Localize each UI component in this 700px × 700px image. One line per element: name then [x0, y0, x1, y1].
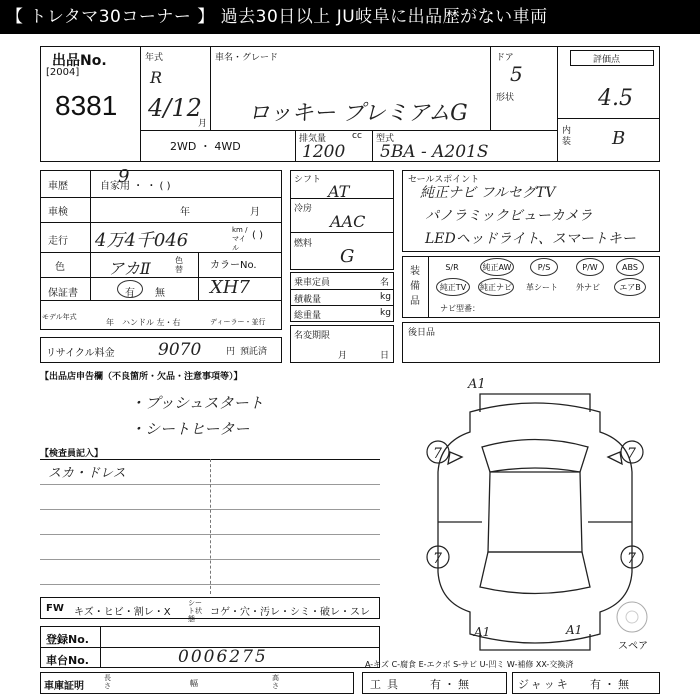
sales-point-line-1: 純正ナビ フルセグTV — [420, 185, 556, 201]
capacity-label: 乗車定員 — [294, 278, 331, 288]
declaration-note-2: ・シートヒーター — [130, 420, 250, 438]
after-item-box — [402, 322, 660, 363]
chassis-label: 車台No. — [46, 654, 89, 667]
tools-value: 有・無 — [430, 678, 472, 691]
shift-value: AT — [328, 182, 350, 201]
color-value: アカⅡ — [108, 259, 151, 278]
equip-genuine-aw: 純正AW — [480, 258, 514, 276]
inspector-label: 【検査員記入】 — [40, 449, 104, 459]
lot-year-tag: [2004] — [46, 67, 80, 78]
equip-ps: P/S — [530, 258, 558, 276]
mileage-paren: ( ) — [252, 230, 263, 241]
name-change-label: 名変期限 — [294, 331, 331, 341]
color-code-label: カラーNo. — [210, 260, 257, 271]
weight-unit: kg — [380, 308, 391, 318]
diagram-mark-br: A1 — [566, 623, 583, 637]
interior-label: 内装 — [562, 126, 572, 147]
drive-label: 2WD ・ 4WD — [170, 140, 241, 153]
recycle-value: 9070 — [158, 340, 202, 360]
fw-text: キズ・ヒビ・割レ・X — [74, 607, 171, 618]
year-era: R — [150, 68, 163, 87]
shape-label: 形状 — [496, 93, 515, 103]
diagram-mark-top: A1 — [468, 377, 486, 392]
warranty-yes: 有 — [125, 288, 135, 299]
load-label: 積載量 — [294, 295, 322, 305]
grade-value: 4.5 — [598, 86, 633, 111]
doors-label: ドア — [496, 53, 514, 63]
color-change-label: 色替 — [175, 256, 183, 274]
certificate-length: 長さ — [104, 674, 111, 690]
capacity-unit: 名 — [380, 278, 390, 288]
model-change-year: 年 — [106, 318, 114, 327]
warranty-yes-circle — [117, 280, 143, 298]
history-label: 車歴 — [48, 181, 68, 192]
shift-label: シフト — [294, 175, 322, 185]
diagram-mark-rl: 7 — [433, 551, 442, 567]
mileage-label: 走行 — [48, 236, 68, 247]
history-mark: 9 — [118, 166, 130, 187]
recycle-status: 預託済 — [240, 347, 268, 357]
ac-value: AAC — [330, 212, 366, 231]
damage-legend: A-キズ C-腐食 E-エクボ S-サビ U-凹ミ W-補修 XX-交換済 — [365, 660, 574, 669]
diagram-mark-fr: 7 — [627, 446, 636, 462]
weight-label: 総重量 — [294, 311, 322, 321]
certificate-width: 幅 — [190, 679, 198, 688]
grade-label: 評価点 — [593, 55, 621, 65]
history-options: 自家用 ・ ・ ( ) — [100, 181, 171, 192]
doors-value: 5 — [510, 62, 523, 86]
inspector-note: スカ・ドレス — [48, 466, 126, 481]
model-label: 型式 — [376, 134, 395, 144]
ac-label: 冷房 — [294, 204, 313, 214]
model-change-dealer: ディーラー・並行 — [210, 318, 266, 326]
fw-label: FW — [46, 603, 64, 614]
warranty-label: 保証書 — [48, 288, 78, 299]
mileage-value: 4万4千046 — [95, 230, 189, 251]
seat-text: コゲ・穴・汚レ・シミ・破レ・スレ — [210, 607, 370, 618]
warranty-no: 無 — [155, 288, 165, 299]
fuel-value: G — [340, 246, 355, 267]
diagram-mark-rr: 7 — [627, 551, 636, 567]
sales-points-label: セールスポイント — [408, 175, 480, 185]
year-value: 4/12 — [148, 94, 202, 122]
equip-abs: ABS — [616, 258, 644, 276]
interior-value: B — [612, 128, 626, 149]
color-label: 色 — [55, 262, 65, 273]
tools-label: 工具 — [370, 678, 404, 691]
spare-tire-icon — [615, 600, 649, 634]
fuel-label: 燃料 — [294, 239, 313, 249]
equip-pw: P/W — [576, 258, 604, 276]
load-unit: kg — [380, 292, 391, 302]
after-item-label: 後日品 — [408, 328, 436, 338]
name-change-day: 日 — [380, 351, 390, 361]
certificate-label: 車庫証明 — [44, 681, 84, 692]
displacement-label: 排気量 — [299, 134, 327, 144]
displacement-unit: cc — [352, 131, 362, 141]
lot-label: 出品No. — [52, 53, 107, 69]
mileage-unit: km / マイル — [232, 226, 248, 252]
car-name: ロッキー プレミアムG — [248, 101, 468, 126]
model-change-label: モデル年式 — [42, 313, 77, 321]
spare-label: スペア — [618, 641, 648, 652]
sales-point-line-3: LEDヘッドライト、スマートキー — [425, 231, 636, 247]
inspection-label: 車検 — [48, 207, 68, 218]
model-change-handle: ハンドル 左・右 — [122, 318, 181, 327]
name-label: 車名・グレード — [215, 53, 279, 63]
lot-number: 8381 — [55, 90, 118, 121]
registration-label: 登録No. — [46, 633, 89, 646]
equip-sr: S/R — [445, 263, 459, 272]
color-code: XH7 — [210, 277, 250, 298]
jack-label: ジャッキ — [518, 678, 570, 691]
chassis-value: 0006275 — [178, 647, 268, 667]
equip-genuine-tv: 純正TV — [436, 278, 470, 296]
auction-banner: 【 トレタマ30コーナー 】 過去30日以上 JU岐阜に出品歴がない車両 — [0, 0, 700, 34]
recycle-label: リサイクル料金 — [46, 348, 115, 359]
equip-airbag: エアB — [614, 278, 646, 296]
equip-external-navi: 外ナビ — [576, 283, 600, 292]
seat-label: シート状態 — [188, 599, 202, 623]
year-label: 年式 — [145, 53, 164, 63]
inspection-year: 年 — [180, 207, 190, 218]
name-change-month: 月 — [338, 351, 348, 361]
equipment-label: 装備品 — [410, 266, 420, 307]
model-value: 5BA - A201S — [380, 142, 489, 162]
diagram-mark-bl: A1 — [474, 625, 491, 639]
certificate-height: 高さ — [272, 674, 279, 690]
diagram-mark-fl: 7 — [433, 446, 442, 462]
jack-value: 有・無 — [590, 678, 632, 691]
equip-leather-seat: 革シート — [526, 283, 558, 292]
declaration-label: 【出品店申告欄（不良箇所・欠品・注意事項等）】 — [40, 372, 243, 382]
year-month-suffix: 月 — [198, 119, 208, 129]
sales-point-line-2: パノラミックビューカメラ — [425, 208, 593, 224]
equip-genuine-navi: 純正ナビ — [478, 278, 514, 296]
declaration-note-1: ・プッシュスタート — [130, 394, 264, 412]
recycle-unit: 円 — [226, 347, 236, 357]
inspection-month: 月 — [250, 207, 260, 218]
displacement-value: 1200 — [302, 142, 346, 162]
navi-type-label: ナビ型番： — [440, 304, 480, 313]
